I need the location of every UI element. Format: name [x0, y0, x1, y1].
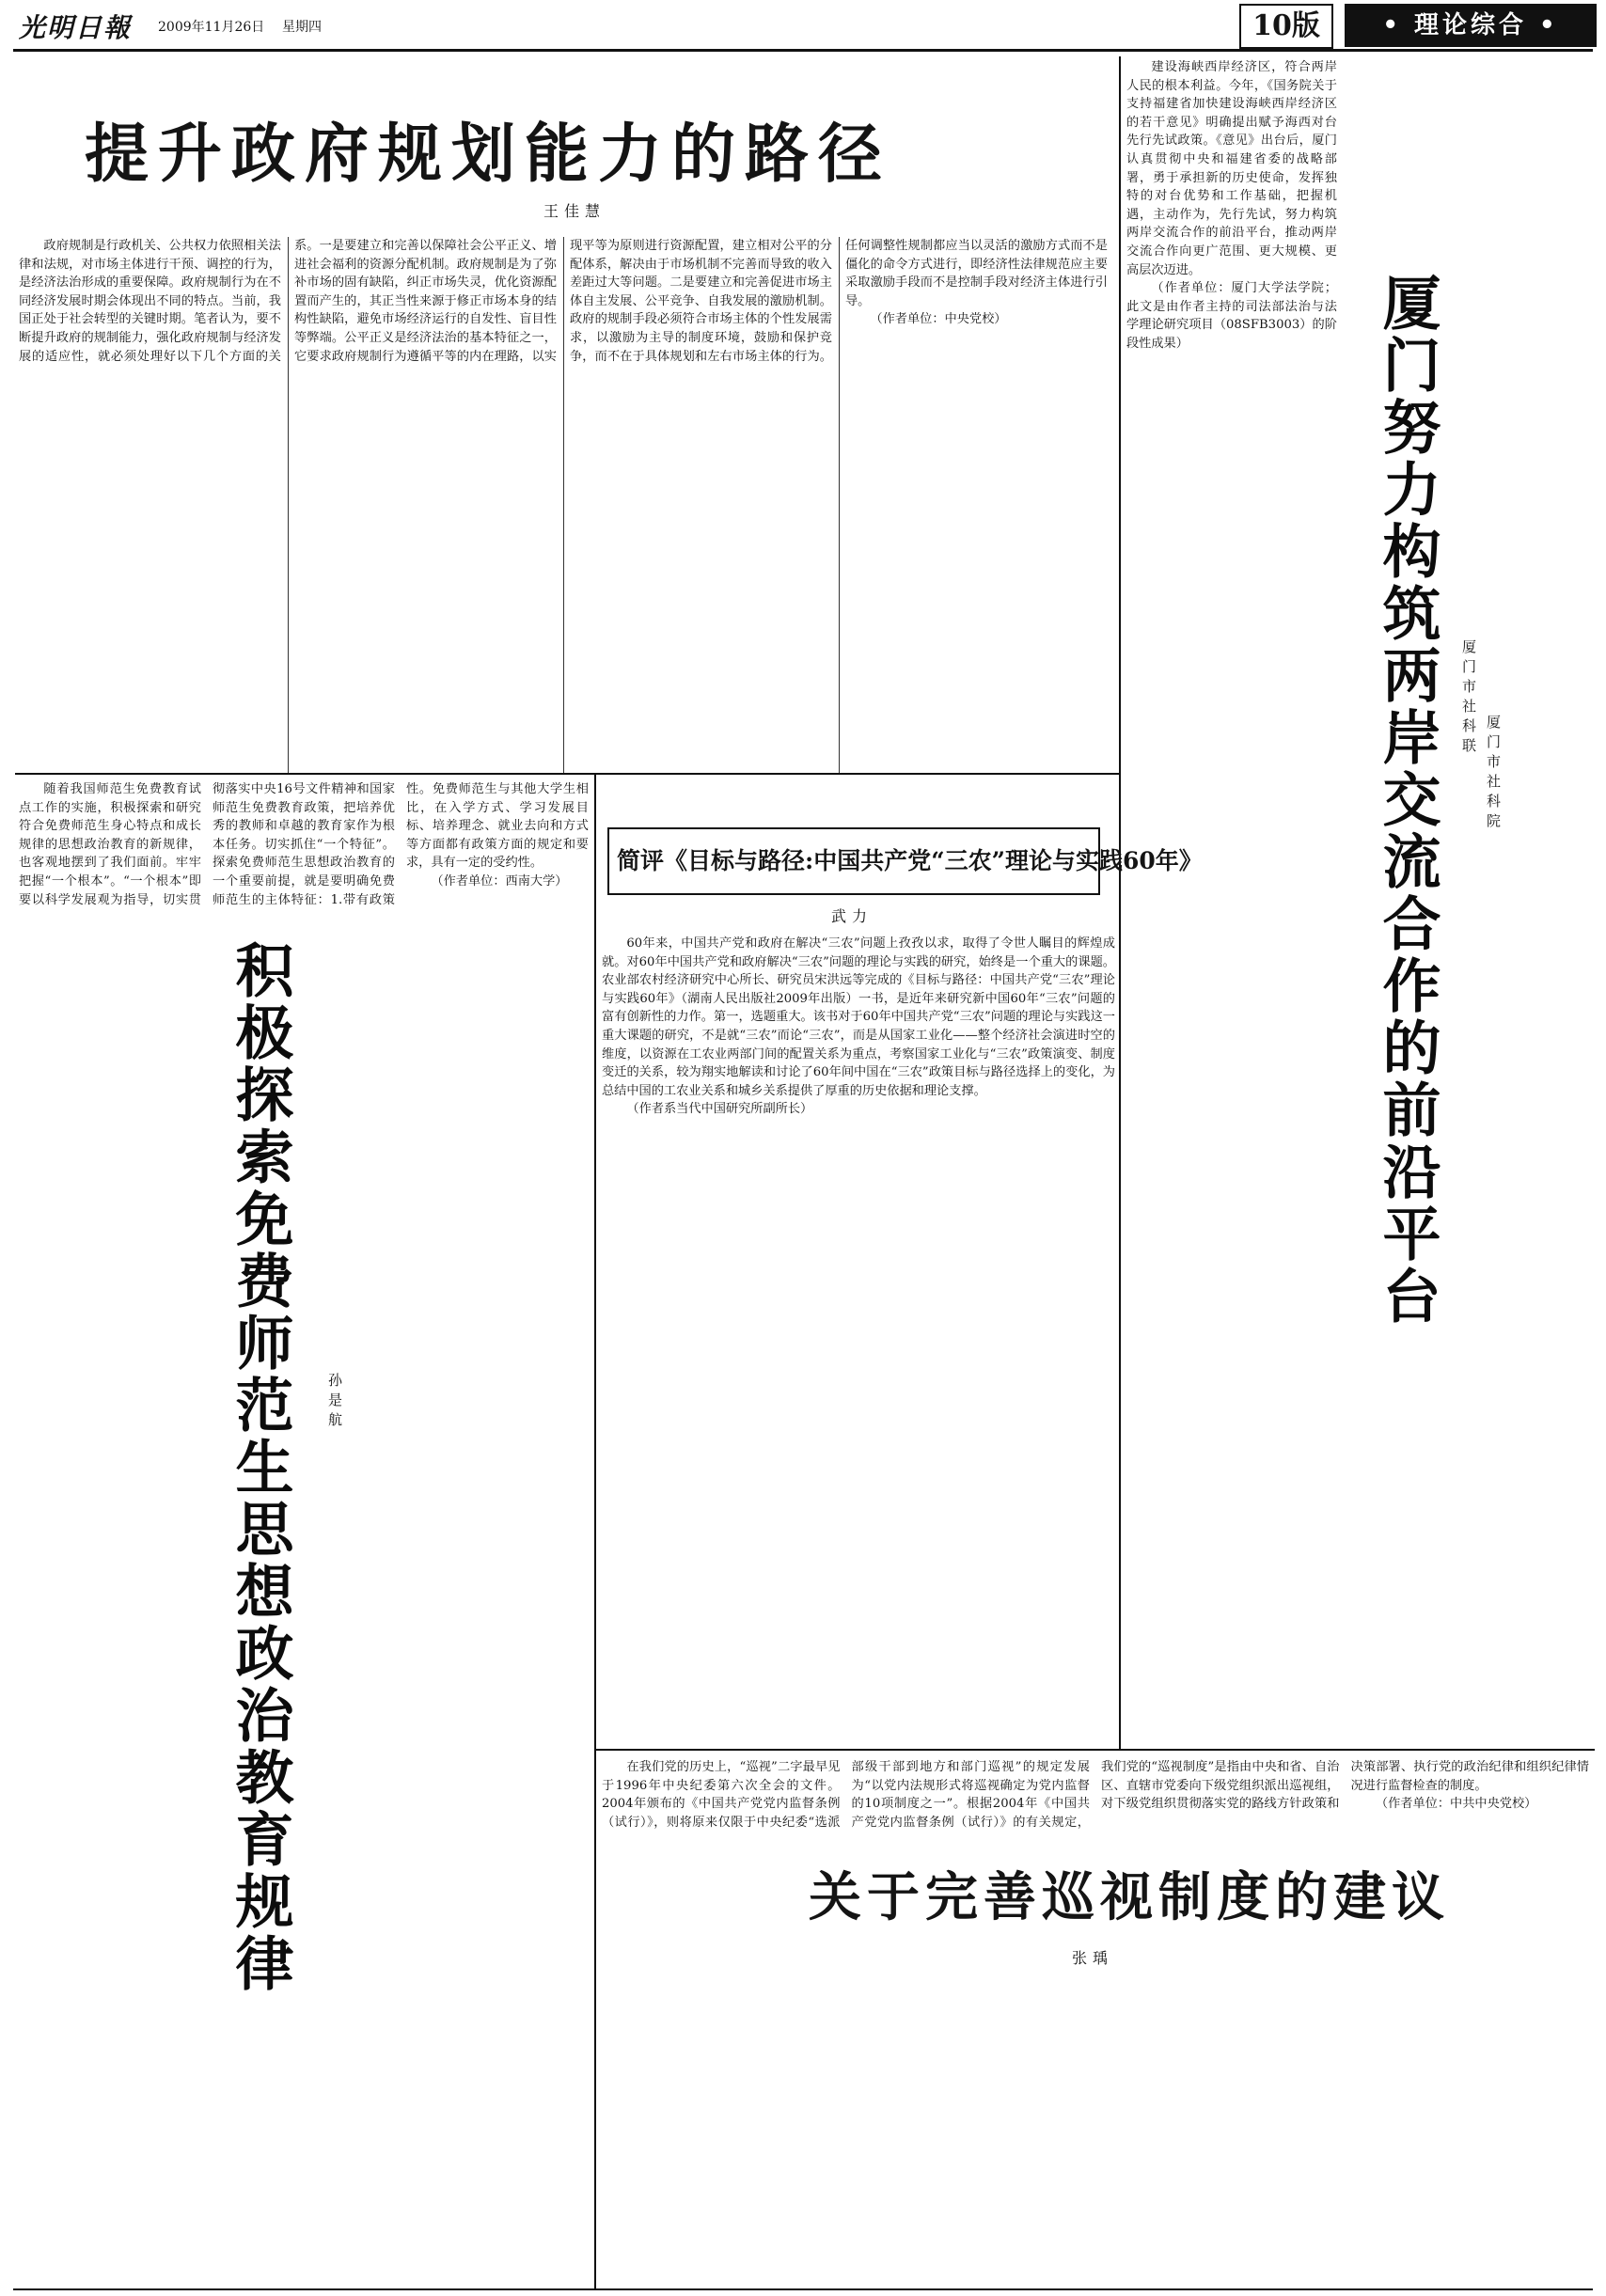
article1-note: （作者单位：中央党校）	[870, 312, 1007, 327]
article1-title: 提升政府规划能力的路径	[85, 117, 892, 192]
article4-body: 建设海峡西岸经济区，符合两岸人民的根本利益。今年，《国务院关于支持福建省加快建设海峡西岸经济区的若干意见》明确提出赋予海西对台先行先试政策。《意见》出台后，厦门认真贯彻中央和福建省委的战略部署，勇于承担新的历史使命，发挥独特的对台优势和工作基础，把握机遇，主动作为，先行先试，努力构筑两岸交流合作的前沿平台，推动两岸交流合作向更广范围、更大规模、更高层次迈进。	[1126, 60, 1337, 277]
article2-title: 积极探索免费师范生思想政治教育规律	[226, 940, 294, 1995]
masthead-date: 2009年11月26日	[158, 20, 265, 35]
article1-column	[19, 237, 1108, 773]
article3-column	[602, 935, 1115, 1724]
article5-body: 在我们党的历史上，“巡视”二字最早见于1996年中央纪委第六次全会的文件。2004年颁布的《中国共产党党内监督条例（试行）》，则将原来仅限于中央纪委“选派部级干部到地方和部门巡视”的规定发展为“以党内法规形式将巡视确定为党内监督的10项制度之一”。根据2004年《中国共产党党内监督条例（试行）》的有关规定，我们党的“巡视制度”是指由中央和省、自治区、直辖市党委向下级党组织派出巡视组，对下级党组织贯彻落实党的路线方针政策和决策部署、执行党的政治纪律和组织纪律情况进行监督检查的制度。	[602, 1760, 1589, 1830]
article5-column	[602, 1758, 1589, 2285]
divider-right-vertical	[1119, 56, 1121, 1749]
article4-note: （作者单位：厦门大学法学院；此文是由作者主持的司法部法治与法学理论研究项目（08SFB3003）的阶段性成果）	[1126, 281, 1337, 351]
article2-body: 随着我国师范生免费教育试点工作的实施，积极探索和研究符合免费师范生身心特点和成长规律的思想政治教育的新规律，也客观地摆到了我们面前。牢牢把握“一个根本”。“一个根本”即要以科学发展观为指导，切实贯彻落实中央16号文件精神和国家师范生免费教育政策，把培养优秀的教师和卓越的教育家作为根本任务。切实抓住“一个特征”。探索免费师范生思想政治教育的一个重要前提，就是要明确免费师范生的主体特征：1.带有政策性。免费师范生与其他大学生相比，在入学方式、学习发展目标、培养理念、就业去向和方式等方面都有政策方面的规定和要求，具有一定的受约性。	[19, 782, 589, 907]
article1-author: 王佳慧	[543, 202, 606, 220]
divider-a2-right	[594, 775, 596, 2288]
article3-title: 简评《目标与路径:中国共产党“三农”理论与实践60年》	[617, 847, 1203, 874]
article4-author2: 厦门市社科院	[1485, 715, 1502, 833]
article5-author: 张瑀	[1072, 1949, 1114, 1967]
article3-author: 武力	[831, 907, 874, 925]
masthead-logo: 光明日報	[19, 12, 133, 43]
section-label: • 理论综合 •	[1345, 4, 1597, 47]
divider-a3-bottom	[596, 1749, 1123, 1751]
masthead-weekday: 星期四	[282, 20, 322, 35]
article4-author1: 厦门市社科联	[1460, 639, 1477, 758]
article4-title: 厦门努力构筑两岸交流合作的前沿平台	[1373, 273, 1441, 1328]
page-number: 10版	[1239, 4, 1333, 49]
divider-a4-bottom	[1121, 1749, 1595, 1751]
article3-note: （作者系当代中国研究所副所长）	[626, 1102, 813, 1117]
page-bottom-rule	[13, 2288, 1593, 2290]
article5-title: 关于完善巡视制度的建议	[809, 1866, 1450, 1928]
article2-note: （作者单位：西南大学）	[431, 873, 568, 889]
article3-body: 60年来，中国共产党和政府在解决“三农”问题上孜孜以求，取得了令世人瞩目的辉煌成就。对60年中国共产党和政府解决“三农”问题的理论与实践的研究，始终是一个重大的课题。农业部农村经济研究中心所长、研究员宋洪远等完成的《目标与路径：中国共产党“三农”理论与实践60年》（湖南人民出版社2009年出版）一书，是近年来研究新中国60年“三农”问题的富有创新性的力作。第一，选题重大。该书对于60年中国共产党“三农”问题的理论与实践这一重大课题的研究，不是就“三农”而论“三农”，而是从国家工业化——整个经济社会演进时空的维度，以资源在工农业两部门间的配置关系为重点，考察国家工业化与“三农”政策演变、制度变迁的关系，较为翔实地解读和讨论了60年间中国在“三农”政策目标与路径选择上的变化，为总结中国的工农业关系和城乡关系提供了厚重的历史依据和理论支撑。	[602, 936, 1115, 1098]
article5-note: （作者单位：中共中央党校）	[1375, 1797, 1537, 1812]
masthead-rule	[13, 49, 1593, 52]
article2-author: 孙是航	[326, 1373, 343, 1432]
article1-body: 政府规制是行政机关、公共权力依照相关法律和法规，对市场主体进行干预、调控的行为，是经济法治形成的重要保障。政府规制行为在不同经济发展时期会体现出不同的特点。当前，我国正处于社会转型的关键时期。笔者认为，要不断提升政府的规制能力，强化政府规制与经济发展的适应性，就必须处理好以下几个方面的关系。一是要建立和完善以保障社会公平正义、增进社会福利的资源分配机制。政府规制是为了弥补市场的固有缺陷，纠正市场失灵，优化资源配置而产生的，其正当性来源于修正市场本身的结构性缺陷，避免市场经济运行的自发性、盲目性等弊端。公平正义是经济法治的基本特征之一，它要求政府规制行为遵循平等的内在理路，以实现平等为原则进行资源配置，建立相对公平的分配体系，解决由于市场机制不完善而导致的收入差距过大等问题。二是要建立和完善促进市场主体自主发展、公平竞争、自我发展的激励机制。政府的规制手段必须符合市场主体的个性发展需求，以激励为主导的制度环境，鼓励和保护竞争，而不在于具体规划和左右市场主体的行为。任何调整性规制都应当以灵活的激励方式而不是僵化的命令方式进行，即经济性法律规范应主要采取激励手段而不是控制手段对经济主体进行引导。	[19, 239, 1108, 364]
divider-a1-bottom	[15, 773, 1121, 775]
article2-column	[19, 780, 589, 2285]
article4-body-col1	[1126, 58, 1337, 1704]
